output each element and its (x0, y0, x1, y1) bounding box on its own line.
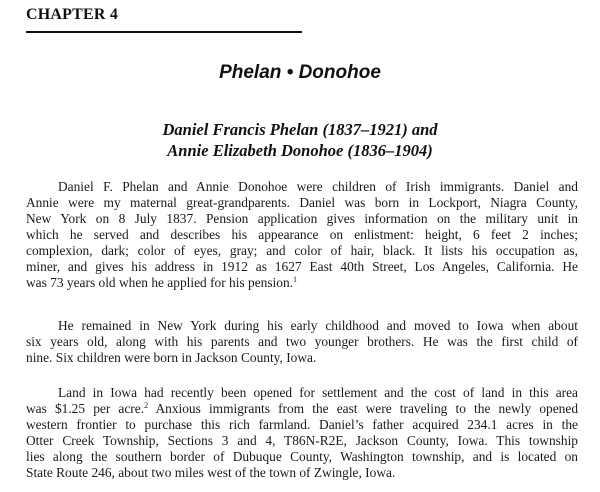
paragraph-1-line-2: Annie were my maternal great-grandparents. Daniel was born in Lockport, Niagra County, (26, 195, 578, 210)
paragraph-3-line-4: Otter Creek Township, Sections 3 and 4, T86N-R2E, Jackson County, Iowa. This township (26, 433, 578, 448)
paragraph-3-line-6: State Route 246, about two miles west of the town of Zwingle, Iowa. (26, 465, 396, 480)
footnote-ref-1: 1 (293, 275, 298, 284)
subtitle-line-2: Annie Elizabeth Donohoe (1836–1904) (167, 141, 433, 160)
paragraph-2-line-3: nine. Six children were born in Jackson County, Iowa. (26, 350, 317, 365)
chapter-underline (26, 31, 302, 33)
paragraph-3-line-1: Land in Iowa had recently been opened for settlement and the cost of land in this area (58, 385, 578, 400)
subtitle-line-1: Daniel Francis Phelan (1837–1921) and (162, 120, 438, 139)
paragraph-2-line-1: He remained in New York during his early childhood and moved to Iowa when about (58, 318, 578, 333)
paragraph-1-line-1: Daniel F. Phelan and Annie Donohoe were children of Irish immigrants. Daniel and (58, 179, 578, 194)
paragraph-1-line-7 (26, 275, 578, 291)
chapter-heading: CHAPTER 4 (26, 6, 119, 23)
paragraph-2-line-2: six years old, along with his parents and two younger brothers. He was the first child of (26, 334, 578, 349)
paragraph-3-line-5: lies along the southern border of Dubuque County, Washington township, and is located on (26, 449, 578, 464)
family-title: Phelan • Donohoe (219, 62, 381, 83)
paragraph-1-line-7-text: was 73 years old when he applied for his pension. (26, 275, 294, 290)
paragraph-3-line-2b: Anxious immigrants from the east were traveling to the newly opened (155, 401, 579, 416)
paragraph-1-line-6: miner, and gives his address in 1912 as 1627 East 40th Street, Los Angeles, California. He (26, 259, 578, 274)
paragraph-3-line-2 (26, 401, 578, 417)
paragraph-1-line-3: New York on 8 July 1837. Pension application gives information on the military unit in (26, 211, 578, 226)
paragraph-3-line-2a: was $1.25 per acre. (26, 401, 145, 416)
paragraph-3-line-3: western frontier to purchase this rich farmland. Daniel’s father acquired 234.1 acres in the (26, 417, 578, 432)
paragraph-1-line-5: complexion, dark; color of eyes, gray; and color of hair, black. It lists his occupation as, (26, 243, 578, 258)
footnote-ref-2: 2 (144, 401, 149, 410)
paragraph-1-line-4: which he served and describes his appearance on enlistment: height, 6 feet 2 inches; (26, 227, 578, 242)
